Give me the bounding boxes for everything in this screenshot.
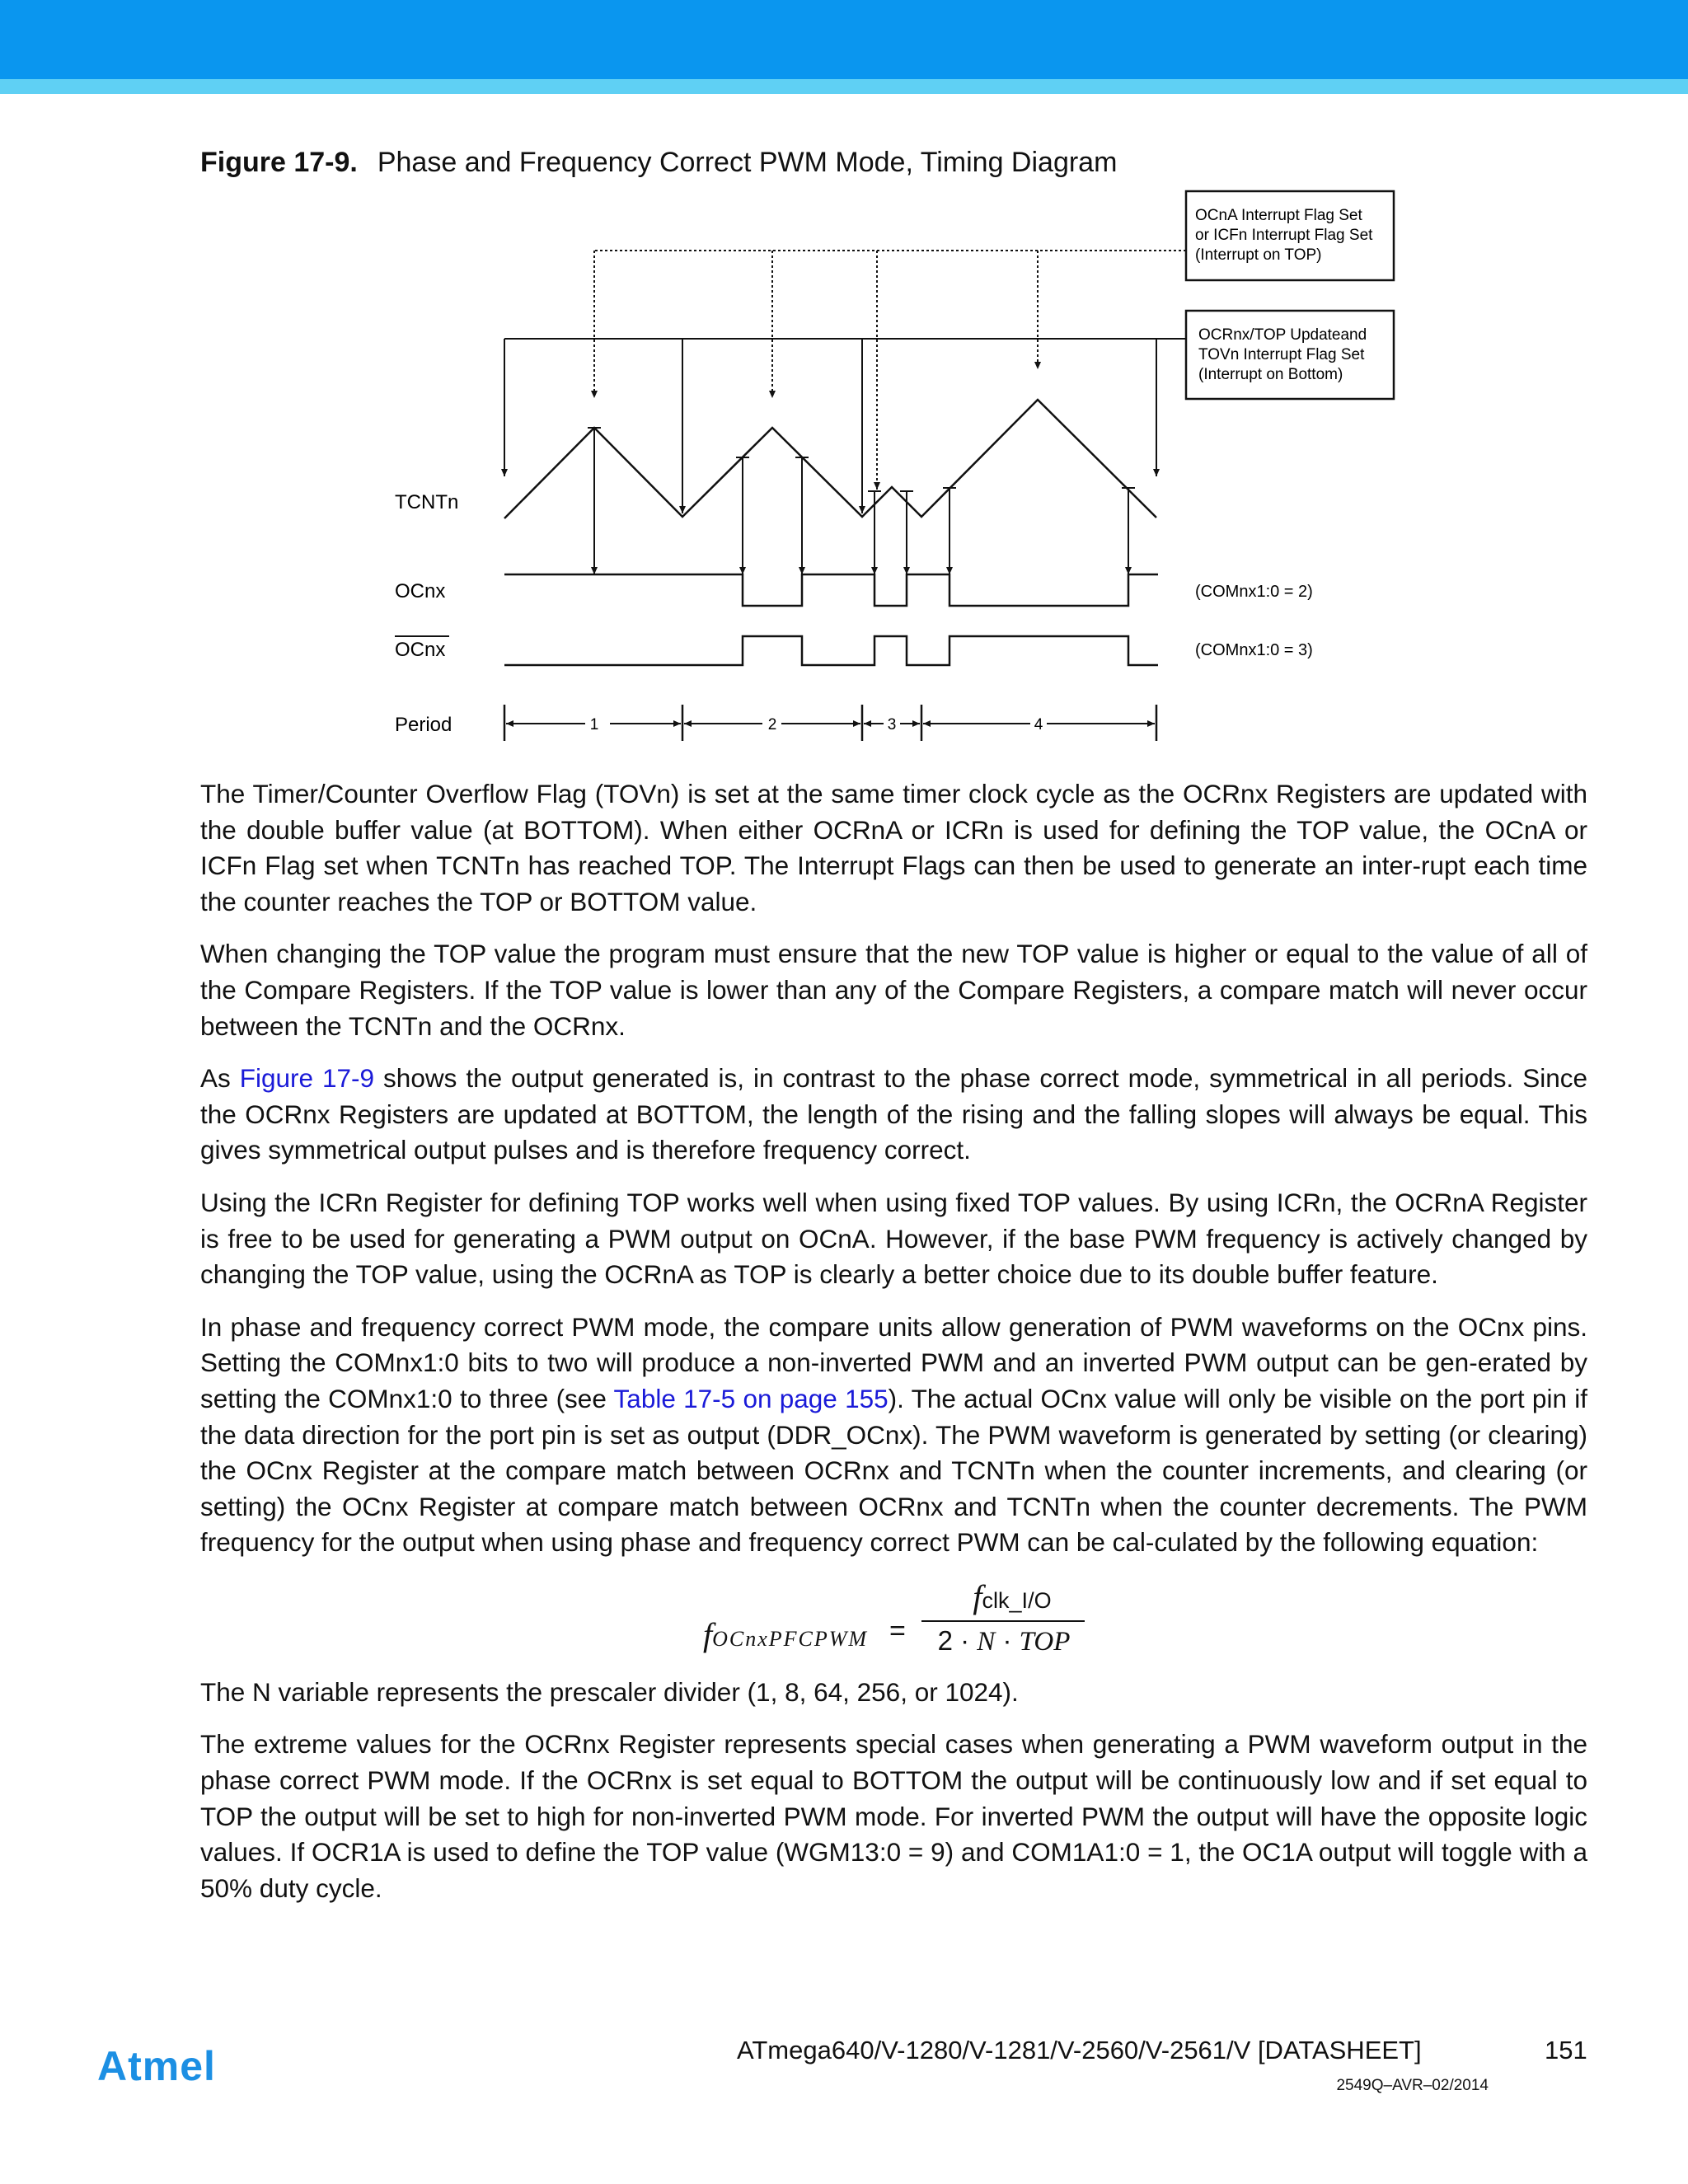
p5-pre: In phase and frequency correct PWM mode, the compare units allow generation of PWM waveforms on the OCnx pins. Setting the COMnx1:0 bits to two will produce a non-inverted PWM and an inverted PWM output can be gen-erated by setting the COMnx1:0 to three (see <box>200 1311 1587 1413</box>
figure-number: Figure 17-9. <box>200 147 358 178</box>
figure-title: Phase and Frequency Correct PWM Mode, Timing Diagram <box>377 147 1118 178</box>
equation-numerator: fclk_I/O <box>973 1577 1052 1615</box>
figure-caption <box>200 147 1117 179</box>
tcnt-label: TCNTn <box>395 491 459 513</box>
footer-document-title: ATmega640/V-1280/V-1281/V-2560/V-2561/V [DATASHEET] <box>737 2036 1422 2064</box>
paragraph-compare-units <box>200 1310 1587 1561</box>
equation-lhs: fOCnxPFCPWM <box>703 1615 869 1653</box>
p3-post: shows the output generated is, in contrast to the phase correct mode, symmetrical in all periods. Since the OCRnx Registers are updated at BOTTOM, the length of the rising and the falling slopes will always be equal. This gives symmetrical output pulses and is therefore frequency correct. <box>200 1063 1587 1165</box>
paragraph-top-value: When changing the TOP value the program must ensure that the new TOP value is higher or equal to the value of all of the Compare Registers. If the TOP value is lower than any of the Compare Registers, a compare match will never occur between the TCNTn and the OCRnx. <box>200 939 1587 1041</box>
header-stripe <box>0 79 1688 94</box>
tcnt-waveform <box>504 400 1156 518</box>
period-2: 2 <box>767 716 777 733</box>
p3-pre: As <box>200 1063 240 1094</box>
timing-diagram <box>0 181 1688 758</box>
paragraph-symmetry <box>200 1061 1587 1169</box>
ocnx-waveform <box>504 574 1158 606</box>
period-3: 3 <box>887 716 897 733</box>
period-1: 1 <box>589 716 599 733</box>
callout-top-line2: or ICFn Interrupt Flag Set <box>1195 227 1373 244</box>
callout-bottom-line3: (Interrupt on Bottom) <box>1198 366 1343 383</box>
paragraph-tovn: The Timer/Counter Overflow Flag (TOVn) is set at the same timer clock cycle as the OCRnx Registers are updated with the double buffer value (at BOTTOM). When either OCRnA or ICRn is used for defining the TOP value, the OCnA or ICFn Flag set when TCNTn has reached TOP. The Interrupt Flags can then be used to generate an inter-rupt each time the counter reaches the TOP or BOTTOM value. <box>200 779 1587 916</box>
header-bar <box>0 0 1688 79</box>
callout-top-line3: (Interrupt on TOP) <box>1195 246 1322 264</box>
figure-17-9-link[interactable]: Figure 17-9 <box>239 1063 375 1094</box>
equation-denominator: 2 · N · TOP <box>937 1624 1071 1657</box>
equation-equals: = <box>889 1615 906 1647</box>
bottom-interrupt-lines <box>504 339 1186 513</box>
body-text <box>200 776 1587 1923</box>
ocnx-inverted-mode-label: (COMnx1:0 = 3) <box>1195 641 1313 659</box>
paragraph-prescaler: The N variable represents the prescaler divider (1, 8, 64, 256, or 1024). <box>200 1676 1019 1707</box>
document-code: 2549Q–AVR–02/2014 <box>1336 2077 1489 2094</box>
callout-bottom-line1: OCRnx/TOP Updateand <box>1198 326 1367 344</box>
callout-top-line1: OCnA Interrupt Flag Set <box>1195 207 1362 224</box>
ocnx-inverted-label: OCnx <box>395 639 446 661</box>
period-4: 4 <box>1034 716 1043 733</box>
equation-fraction-bar <box>921 1620 1085 1622</box>
ocnx-inverted-waveform <box>504 636 1158 665</box>
paragraph-extreme-values: The extreme values for the OCRnx Register represents special cases when generating a PWM waveform output in the phase correct PWM mode. If the OCRnx is set equal to BOTTOM the output will be continuously low and if set equal to TOP the output will be set to high for non-inverted PWM mode. For inverted PWM the output will have the opposite logic values. If OCR1A is used to define the TOP value (WGM13:0 = 9) and COM1A1:0 = 1, the OC1A output will toggle with a 50% duty cycle. <box>200 1729 1587 1903</box>
paragraph-icrn: Using the ICRn Register for defining TOP works well when using fixed TOP values. By using ICRn, the OCRnA Register is free to be used for generating a PWM output on OCnA. However, if the base PWM frequency is actively changed by changing the TOP value, using the OCRnA as TOP is clearly a better choice due to its double buffer feature. <box>200 1187 1587 1290</box>
atmel-logo: Atmel <box>97 2043 216 2089</box>
ocnx-label: OCnx <box>395 580 446 602</box>
pwm-frequency-equation <box>200 1577 1587 1658</box>
table-17-5-link[interactable]: Table 17-5 on page 155 <box>613 1383 889 1413</box>
ocnx-mode-label: (COMnx1:0 = 2) <box>1195 583 1313 601</box>
callout-bottom-line2: TOVn Interrupt Flag Set <box>1198 346 1365 363</box>
page-number: 151 <box>1545 2036 1587 2064</box>
period-label: Period <box>395 714 452 736</box>
p5-post: ). The actual OCnx value will only be visible on the port pin if the data direction for the port pin is set as output (DDR_OCnx). The PWM waveform is generated by setting (or clearing) the OCnx Register at the compare match between OCRnx and TCNTn when the counter increments, and clearing (or setting) the OCnx Register at compare match between OCRnx and TCNTn when the counter decrements. The PWM frequency for the output when using phase and frequency correct PWM can be cal-culated by the following equation: <box>200 1383 1587 1558</box>
